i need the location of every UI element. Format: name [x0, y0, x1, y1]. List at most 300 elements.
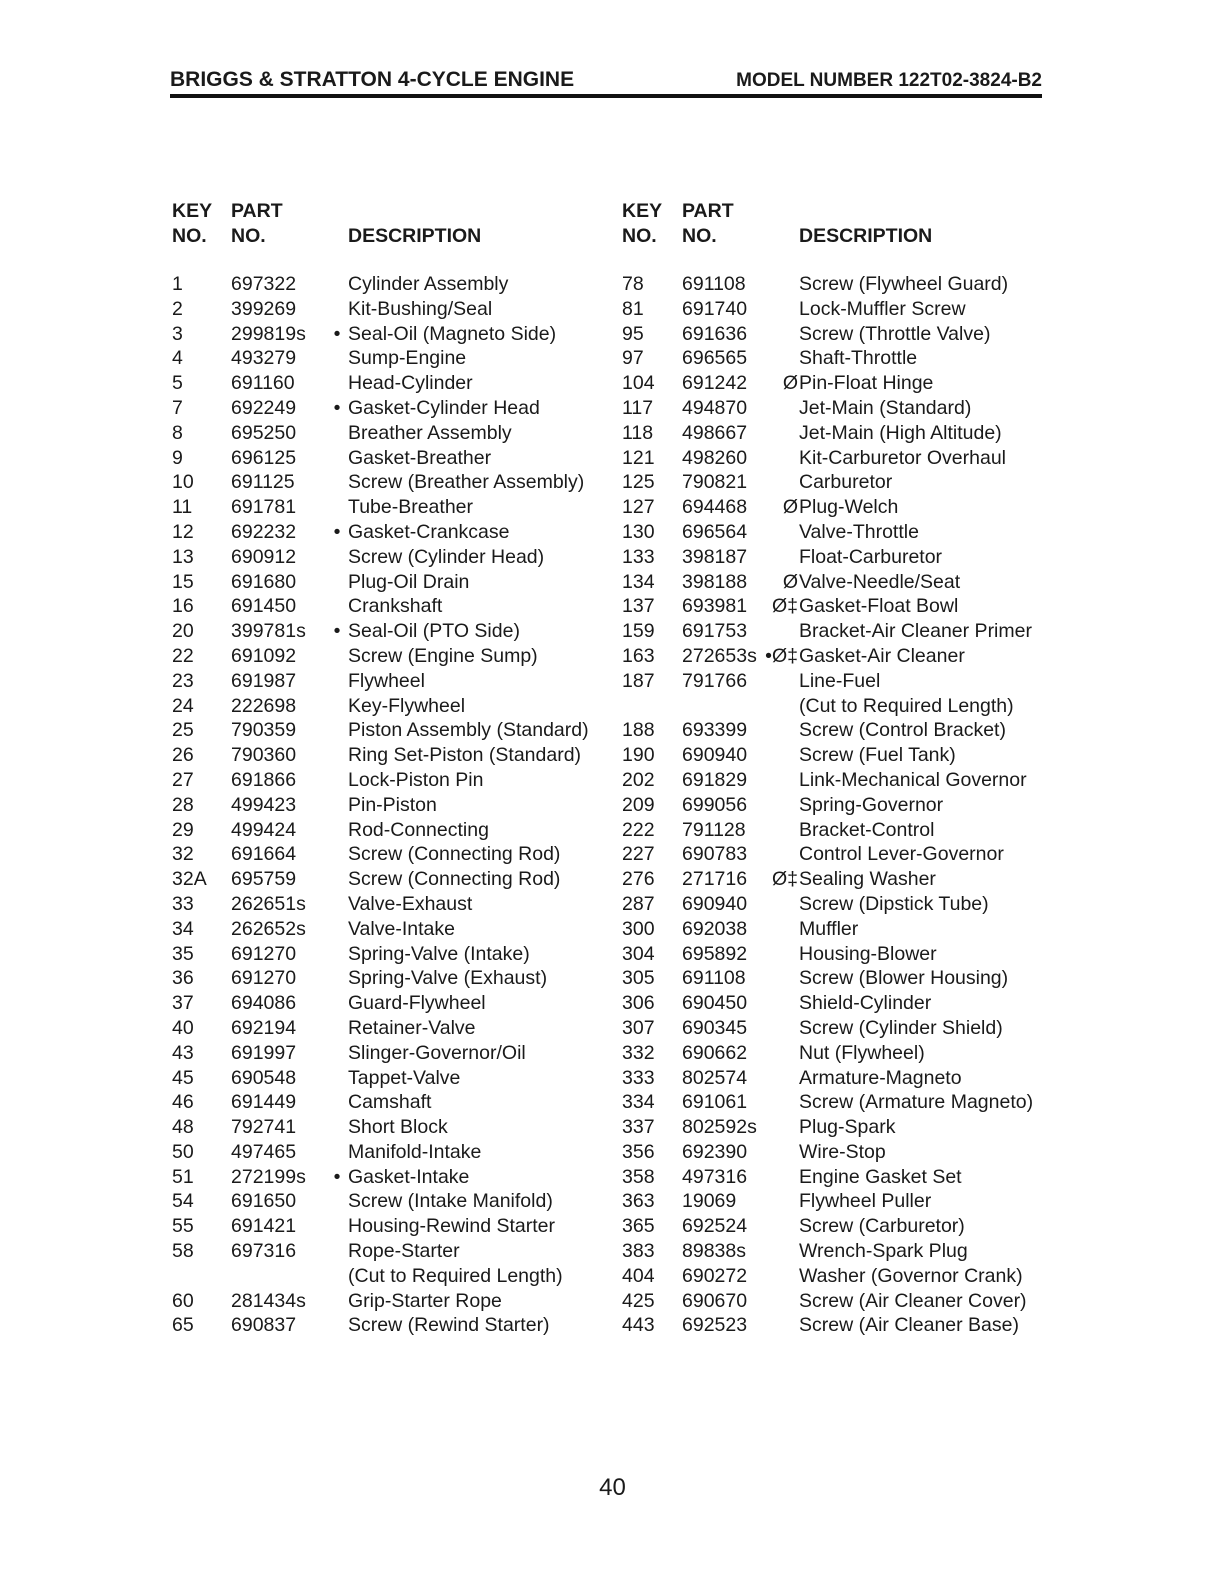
key-number: 305 — [622, 967, 655, 990]
table-row — [172, 868, 612, 893]
part-description: Armature-Magneto — [799, 1066, 962, 1089]
part-description: Screw (Rewind Starter) — [348, 1314, 550, 1337]
part-description: Valve-Exhaust — [348, 892, 473, 915]
key-number: 58 — [172, 1240, 194, 1263]
table-row — [622, 1067, 1052, 1092]
part-number: 691160 — [231, 372, 295, 395]
part-description: Lock-Piston Pin — [348, 768, 484, 791]
key-number: 121 — [622, 446, 655, 469]
part-number: 690345 — [682, 1016, 748, 1039]
table-row — [172, 571, 612, 596]
part-number: 691829 — [682, 768, 748, 791]
table-row — [622, 273, 1052, 298]
part-description: Short Block — [348, 1116, 448, 1139]
table-row — [622, 719, 1052, 744]
part-number: 271716 — [682, 868, 748, 891]
part-description: Kit-Carburetor Overhaul — [799, 446, 1006, 469]
part-number: 691270 — [231, 967, 297, 990]
part-description: Cylinder Assembly — [348, 273, 509, 295]
key-number: 60 — [172, 1289, 194, 1312]
table-row — [622, 695, 1052, 720]
part-description: Screw (Carburetor) — [799, 1215, 965, 1238]
key-number: 137 — [622, 595, 655, 618]
table-row — [172, 918, 612, 943]
part-description: Sump-Engine — [348, 347, 467, 370]
part-description: Control Lever-Governor — [799, 843, 1004, 866]
key-number: 35 — [172, 942, 194, 965]
key-number: 127 — [622, 496, 655, 519]
part-description: Link-Mechanical Governor — [799, 768, 1027, 791]
part-mark: •Ø‡ — [765, 644, 798, 667]
table-row — [622, 893, 1052, 918]
part-header-no: NO. — [231, 225, 266, 247]
part-number: 691108 — [682, 967, 746, 990]
part-description: Screw (Intake Manifold) — [348, 1190, 553, 1213]
part-description: Screw (Armature Magneto) — [799, 1091, 1034, 1114]
part-mark: Ø‡ — [771, 595, 798, 618]
table-row — [172, 769, 612, 794]
table-row — [172, 645, 612, 670]
part-number: 691242 — [682, 372, 748, 395]
part-description: Valve-Needle/Seat — [799, 570, 961, 593]
part-description: Grip-Starter Rope — [348, 1289, 502, 1312]
key-number: 383 — [622, 1240, 655, 1263]
key-number: 7 — [172, 396, 183, 419]
key-number: 27 — [172, 768, 194, 791]
key-number: 300 — [622, 917, 655, 940]
table-row — [622, 868, 1052, 893]
part-description: Screw (Fuel Tank) — [799, 744, 956, 767]
key-number: 8 — [172, 421, 183, 444]
part-description: Shaft-Throttle — [799, 347, 918, 370]
part-number: 791128 — [682, 818, 746, 841]
part-number: 692523 — [682, 1314, 748, 1337]
key-number: 130 — [622, 520, 655, 543]
part-number: 690912 — [231, 545, 297, 568]
key-header: KEY — [172, 200, 213, 222]
part-number: 399781s — [231, 620, 306, 643]
part-number: 497465 — [231, 1140, 297, 1163]
key-number: 276 — [622, 868, 655, 891]
table-row — [622, 347, 1052, 372]
part-description: Breather Assembly — [348, 421, 512, 444]
key-header-no: NO. — [622, 225, 657, 247]
part-number: 493279 — [231, 347, 297, 370]
part-description: Head-Cylinder — [348, 372, 473, 395]
key-number: 133 — [622, 545, 655, 568]
key-number: 97 — [622, 347, 644, 370]
part-description: Engine Gasket Set — [799, 1165, 962, 1188]
table-row — [172, 595, 612, 620]
part-description: Muffler — [799, 917, 859, 940]
part-number: 691753 — [682, 620, 748, 643]
part-number: 691650 — [231, 1190, 297, 1213]
part-description: Bracket-Control — [799, 818, 935, 841]
key-number: 25 — [172, 719, 194, 742]
key-number: 159 — [622, 620, 655, 643]
key-number: 51 — [172, 1165, 194, 1188]
key-number: 65 — [172, 1314, 194, 1337]
part-mark: • — [333, 620, 341, 643]
key-number: 29 — [172, 818, 194, 841]
part-description: Housing-Blower — [799, 942, 937, 965]
part-number: 494870 — [682, 396, 748, 419]
key-number: 425 — [622, 1289, 655, 1312]
part-header-no: NO. — [682, 225, 717, 247]
part-number: 695892 — [682, 942, 748, 965]
key-number: 55 — [172, 1215, 194, 1238]
key-number: 334 — [622, 1091, 655, 1114]
part-description: Screw (Cylinder Head) — [348, 545, 545, 568]
part-description: Gasket-Intake — [348, 1165, 470, 1188]
key-number: 333 — [622, 1066, 655, 1089]
part-mark: • — [333, 1165, 341, 1188]
part-description: Plug-Spark — [799, 1116, 896, 1139]
key-number: 81 — [622, 297, 644, 320]
key-number: 13 — [172, 545, 194, 568]
key-number: 125 — [622, 471, 655, 494]
key-number: 202 — [622, 768, 655, 791]
key-number: 365 — [622, 1215, 655, 1238]
table-row — [172, 893, 612, 918]
description-header: DESCRIPTION — [799, 225, 933, 247]
part-number: 692194 — [231, 1016, 297, 1039]
part-number: 695759 — [231, 868, 297, 891]
key-number: 15 — [172, 570, 194, 593]
key-number: 332 — [622, 1041, 655, 1064]
table-row — [172, 1017, 612, 1042]
part-mark: Ø — [782, 372, 798, 395]
part-description: Line-Fuel — [799, 669, 881, 692]
part-description: Seal-Oil (Magneto Side) — [348, 322, 557, 345]
part-number: 791766 — [682, 669, 748, 692]
model-number: MODEL NUMBER 122T02-3824-B2 — [736, 70, 1042, 91]
key-number: 37 — [172, 992, 194, 1015]
part-description: Valve-Intake — [348, 917, 455, 940]
key-number: 227 — [622, 843, 655, 866]
part-description: Bracket-Air Cleaner Primer — [799, 620, 1032, 643]
part-number: 690670 — [682, 1289, 748, 1312]
part-mark: • — [333, 322, 341, 345]
part-description: Flywheel Puller — [799, 1190, 932, 1213]
key-number: 337 — [622, 1116, 655, 1139]
part-description: Gasket-Breather — [348, 446, 492, 469]
part-number: 691866 — [231, 768, 297, 791]
key-number: 187 — [622, 669, 655, 692]
parts-list — [172, 273, 612, 1339]
part-description: Screw (Flywheel Guard) — [799, 273, 1009, 295]
part-description: Plug-Oil Drain — [348, 570, 470, 593]
part-description: Gasket-Cylinder Head — [348, 396, 540, 419]
table-row — [172, 843, 612, 868]
part-description: Carburetor — [799, 471, 893, 494]
part-description: Guard-Flywheel — [348, 992, 486, 1015]
key-number: 11 — [172, 496, 193, 519]
part-description: Plug-Welch — [799, 496, 899, 519]
part-number: 262652s — [231, 917, 306, 940]
table-row — [172, 819, 612, 844]
part-description: Rod-Connecting — [348, 818, 489, 841]
part-description: Screw (Breather Assembly) — [348, 471, 585, 494]
part-number: 691636 — [682, 322, 748, 345]
part-number: 802574 — [682, 1066, 748, 1089]
part-description: Sealing Washer — [799, 868, 936, 891]
table-row — [172, 794, 612, 819]
part-number: 696565 — [682, 347, 748, 370]
part-mark: Ø — [782, 496, 798, 519]
key-number: 48 — [172, 1116, 194, 1139]
table-row — [622, 1166, 1052, 1191]
part-number: 691987 — [231, 669, 297, 692]
part-number: 498667 — [682, 421, 748, 444]
part-description: Manifold-Intake — [348, 1140, 482, 1163]
key-number: 287 — [622, 892, 655, 915]
table-row — [622, 471, 1052, 496]
key-number: 36 — [172, 967, 194, 990]
part-number: 499424 — [231, 818, 297, 841]
table-row — [622, 1116, 1052, 1141]
table-row — [622, 1290, 1052, 1315]
table-row — [172, 1240, 612, 1265]
table-row — [172, 546, 612, 571]
part-number: 691449 — [231, 1091, 297, 1114]
table-row — [622, 819, 1052, 844]
key-number: 26 — [172, 744, 194, 767]
key-number: 404 — [622, 1264, 655, 1287]
key-number: 307 — [622, 1016, 655, 1039]
table-row — [622, 372, 1052, 397]
part-number: 790359 — [231, 719, 297, 742]
part-description: Wire-Stop — [799, 1140, 886, 1163]
part-mark: Ø‡ — [771, 868, 798, 891]
part-description: Slinger-Governor/Oil — [348, 1041, 526, 1064]
key-number: 20 — [172, 620, 194, 643]
table-row — [622, 1017, 1052, 1042]
part-number: 89838s — [682, 1240, 746, 1263]
part-description: Gasket-Air Cleaner — [799, 644, 965, 667]
part-number: 691421 — [231, 1215, 297, 1238]
part-description: Screw (Engine Sump) — [348, 644, 538, 667]
part-number: 690662 — [682, 1041, 748, 1064]
table-row — [172, 695, 612, 720]
key-header: KEY — [622, 200, 663, 222]
part-number: 690548 — [231, 1066, 297, 1089]
key-number: 22 — [172, 644, 194, 667]
key-number: 9 — [172, 446, 183, 469]
key-number: 43 — [172, 1041, 194, 1064]
part-number: 696125 — [231, 446, 297, 469]
part-description: Screw (Throttle Valve) — [799, 322, 991, 345]
part-description: Screw (Air Cleaner Cover) — [799, 1289, 1027, 1312]
table-row — [622, 521, 1052, 546]
key-number: 28 — [172, 793, 194, 816]
key-number: 54 — [172, 1190, 194, 1213]
table-row — [622, 1141, 1052, 1166]
table-row — [172, 1042, 612, 1067]
part-description: Tube-Breather — [348, 496, 474, 519]
key-number: 33 — [172, 892, 194, 915]
page-number: 40 — [599, 1474, 626, 1501]
key-number: 4 — [172, 347, 183, 370]
part-description: Gasket-Float Bowl — [799, 595, 959, 618]
part-number: 699056 — [682, 793, 748, 816]
table-row — [622, 943, 1052, 968]
part-number: 790360 — [231, 744, 297, 767]
parts-table-left — [172, 200, 612, 1337]
key-number: 209 — [622, 793, 655, 816]
part-number: 691270 — [231, 942, 297, 965]
table-row — [172, 1215, 612, 1240]
part-description: Valve-Throttle — [799, 520, 919, 543]
part-number: 690837 — [231, 1314, 297, 1337]
table-row — [622, 620, 1052, 645]
part-header: PART — [231, 200, 283, 222]
key-number: 50 — [172, 1140, 194, 1163]
part-number: 497316 — [682, 1165, 748, 1188]
part-description: Screw (Cylinder Shield) — [799, 1016, 1003, 1039]
part-description: Lock-Muffler Screw — [799, 297, 966, 320]
table-row — [172, 620, 612, 645]
key-number: 363 — [622, 1190, 655, 1213]
part-number: 692524 — [682, 1215, 748, 1238]
table-row — [172, 1067, 612, 1092]
part-number: 691664 — [231, 843, 297, 866]
part-description: Piston Assembly (Standard) — [348, 719, 589, 742]
key-number: 134 — [622, 570, 655, 593]
part-number: 697322 — [231, 273, 297, 295]
key-number: 46 — [172, 1091, 194, 1114]
part-number: 690450 — [682, 992, 748, 1015]
table-row — [172, 347, 612, 372]
part-number: 690783 — [682, 843, 748, 866]
table-row — [622, 1240, 1052, 1265]
part-description: Flywheel — [348, 669, 425, 692]
part-mark: • — [333, 520, 341, 543]
table-row — [172, 1290, 612, 1315]
part-number: 498260 — [682, 446, 748, 469]
table-row — [622, 670, 1052, 695]
table-row — [622, 397, 1052, 422]
key-number: 117 — [622, 396, 654, 419]
key-number: 304 — [622, 942, 655, 965]
part-number: 792741 — [231, 1116, 297, 1139]
part-number: 272199s — [231, 1165, 306, 1188]
part-number: 691092 — [231, 644, 297, 667]
table-row — [172, 1190, 612, 1215]
part-description: Washer (Governor Crank) — [799, 1264, 1023, 1287]
parts-table-right — [622, 200, 1052, 1337]
table-row — [172, 744, 612, 769]
parts-list — [622, 273, 1052, 1339]
part-number: 692249 — [231, 396, 297, 419]
table-row — [622, 769, 1052, 794]
part-number: 691680 — [231, 570, 297, 593]
key-number: 356 — [622, 1140, 655, 1163]
part-description: Spring-Valve (Exhaust) — [348, 967, 548, 990]
table-row — [622, 323, 1052, 348]
part-number: 696564 — [682, 520, 748, 543]
key-number: 2 — [172, 297, 183, 320]
table-row — [172, 298, 612, 323]
column-headers — [172, 200, 612, 250]
part-number: 694468 — [682, 496, 748, 519]
part-number: 19069 — [682, 1190, 737, 1213]
part-number: 692038 — [682, 917, 748, 940]
part-number: 690940 — [682, 744, 748, 767]
table-row — [172, 943, 612, 968]
table-row — [172, 273, 612, 298]
key-number: 188 — [622, 719, 655, 742]
key-number: 24 — [172, 694, 194, 717]
part-number: 691781 — [231, 496, 297, 519]
part-number: 691125 — [231, 471, 295, 494]
part-description: Shield-Cylinder — [799, 992, 932, 1015]
table-row — [622, 1190, 1052, 1215]
part-number: 691108 — [682, 273, 746, 295]
part-header: PART — [682, 200, 734, 222]
part-mark: Ø — [782, 570, 798, 593]
part-description: Screw (Connecting Rod) — [348, 868, 561, 891]
part-number: 398187 — [682, 545, 748, 568]
table-row — [172, 670, 612, 695]
part-number: 690940 — [682, 892, 748, 915]
part-description: Screw (Connecting Rod) — [348, 843, 561, 866]
part-description: Key-Flywheel — [348, 694, 466, 717]
part-description: Float-Carburetor — [799, 545, 943, 568]
table-row — [622, 571, 1052, 596]
engine-title: BRIGGS & STRATTON 4-CYCLE ENGINE — [170, 68, 575, 91]
part-description: Spring-Valve (Intake) — [348, 942, 530, 965]
key-number: 12 — [172, 520, 194, 543]
part-mark: • — [333, 396, 341, 419]
part-description: Jet-Main (High Altitude) — [799, 421, 1002, 444]
key-number: 10 — [172, 471, 194, 494]
table-row — [622, 992, 1052, 1017]
part-description: (Cut to Required Length) — [799, 694, 1014, 717]
part-description: Kit-Bushing/Seal — [348, 297, 493, 320]
table-row — [172, 397, 612, 422]
key-number: 95 — [622, 322, 644, 345]
part-number: 281434s — [231, 1289, 306, 1312]
key-number: 40 — [172, 1016, 194, 1039]
part-number: 693981 — [682, 595, 748, 618]
key-number: 306 — [622, 992, 655, 1015]
key-number: 163 — [622, 644, 655, 667]
table-row — [622, 447, 1052, 472]
part-number: 399269 — [231, 297, 297, 320]
table-row — [622, 546, 1052, 571]
part-description: Screw (Control Bracket) — [799, 719, 1006, 742]
part-number: 693399 — [682, 719, 748, 742]
table-row — [172, 471, 612, 496]
table-row — [172, 1265, 612, 1290]
part-description: Rope-Starter — [348, 1240, 460, 1263]
table-row — [622, 1042, 1052, 1067]
part-number: 790821 — [682, 471, 748, 494]
table-row — [622, 496, 1052, 521]
part-number: 499423 — [231, 793, 297, 816]
part-number: 692390 — [682, 1140, 748, 1163]
part-number: 802592s — [682, 1116, 757, 1139]
part-number: 691450 — [231, 595, 297, 618]
key-number: 358 — [622, 1165, 655, 1188]
part-description: Camshaft — [348, 1091, 432, 1114]
part-number: 691997 — [231, 1041, 297, 1064]
part-number: 697316 — [231, 1240, 297, 1263]
part-number: 695250 — [231, 421, 297, 444]
table-row — [172, 422, 612, 447]
table-row — [622, 918, 1052, 943]
